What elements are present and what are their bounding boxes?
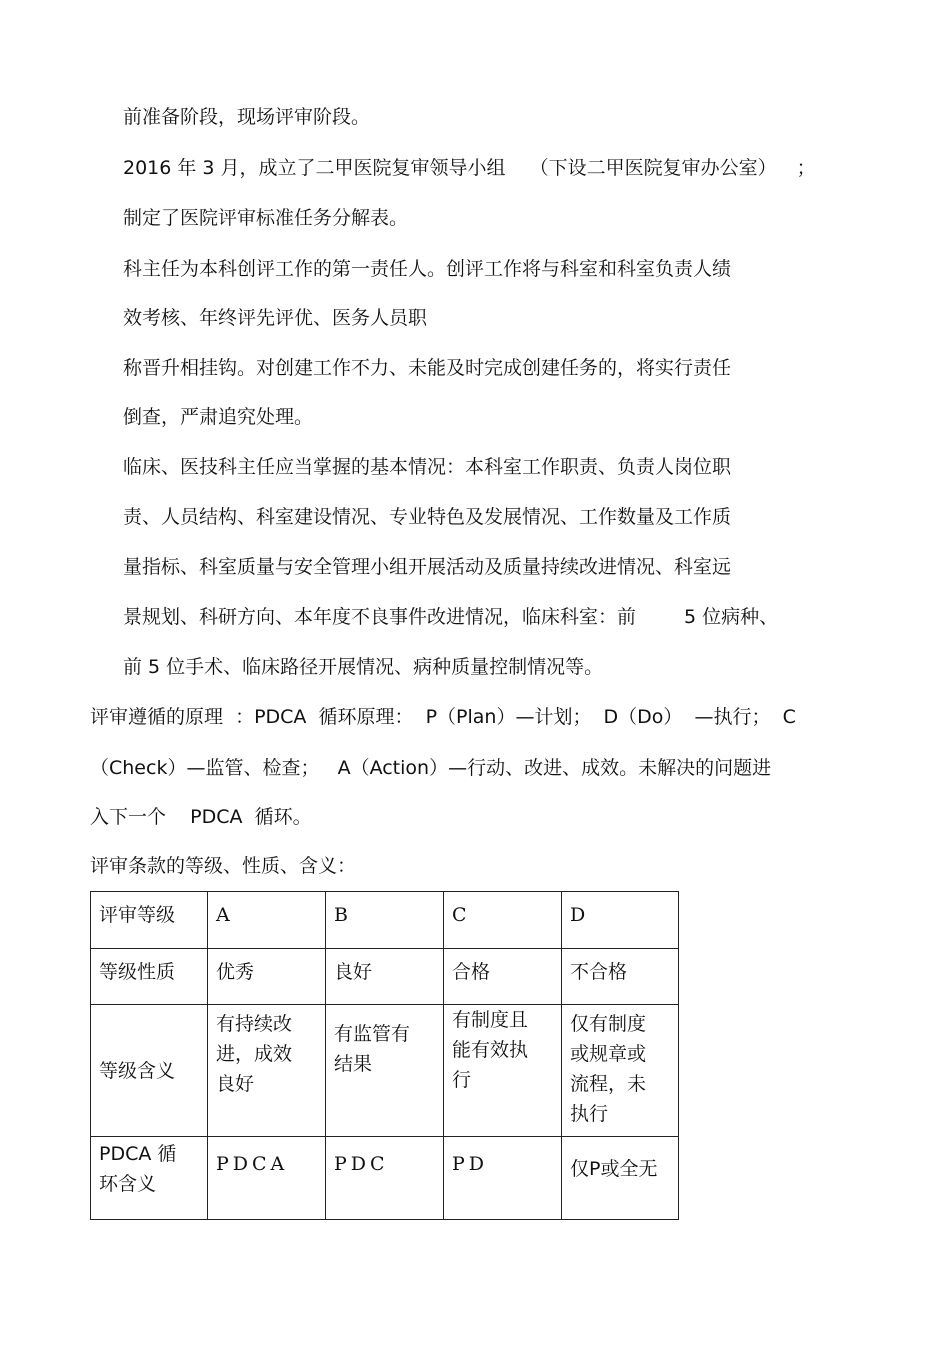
table-cell: PDCA xyxy=(208,1137,326,1220)
paragraph-line: 效考核、年终评先评优、医务人员职 xyxy=(123,307,428,329)
paragraph-line: 科主任为本科创评工作的第一责任人。创评工作将与科室和科室负责人绩 xyxy=(123,258,732,280)
table-cell: 有持续改进，成效良好 xyxy=(208,1005,326,1137)
table-cell: D xyxy=(562,892,679,949)
paragraph-line: 前 5 位手术、临床路径开展情况、病种质量控制情况等。 xyxy=(123,656,604,678)
paragraph-line xyxy=(123,604,778,630)
text-span: 2016 年 3 月，成立了二甲医院复审领导小组 xyxy=(123,157,506,179)
paragraph-line: （Check）—监管、检查； A（Action）—行动、改进、成效。未解决的问题进 xyxy=(90,757,772,779)
paragraph-line: 量指标、科室质量与安全管理小组开展活动及质量持续改进情况、科室远 xyxy=(123,556,732,578)
table-cell: 评审等级 xyxy=(91,892,208,949)
table-cell: 有监管有结果 xyxy=(326,1005,444,1137)
paragraph-line: 入下一个 PDCA 循环。 xyxy=(90,806,312,828)
table-row xyxy=(91,892,679,949)
table-row xyxy=(91,1137,679,1220)
text-span: ； xyxy=(796,157,816,179)
table-cell: 合格 xyxy=(444,949,562,1005)
paragraph-line: 称晋升相挂钩。对创建工作不力、未能及时完成创建任务的，将实行责任 xyxy=(123,357,732,379)
paragraph-line: 前准备阶段，现场评审阶段。 xyxy=(123,106,371,128)
table-cell: 仅P或全无 xyxy=(562,1137,679,1220)
table-cell: B xyxy=(326,892,444,949)
table-cell: PD xyxy=(444,1137,562,1220)
paragraph-line: 临床、医技科主任应当掌握的基本情况：本科室工作职责、负责人岗位职 xyxy=(123,456,732,478)
table-cell: 优秀 xyxy=(208,949,326,1005)
table-cell: PDC xyxy=(326,1137,444,1220)
paragraph-line: 评审遵循的原理 ：PDCA 循环原理： P（Plan）—计划； D（Do） —执行； C xyxy=(90,706,796,728)
paragraph-line xyxy=(123,155,816,181)
table-cell: A xyxy=(208,892,326,949)
table-cell: C xyxy=(444,892,562,949)
table-cell: 不合格 xyxy=(562,949,679,1005)
text-span: 景规划、科研方向、本年度不良事件改进情况，临床科室：前 xyxy=(123,606,637,628)
table-cell: 有制度且能有效执行 xyxy=(444,1005,562,1137)
text-span: （下设二甲医院复审办公室） xyxy=(529,157,777,179)
table-cell: PDCA 循环含义 xyxy=(91,1137,208,1220)
table-cell: 等级含义 xyxy=(91,1005,208,1137)
table-cell: 良好 xyxy=(326,949,444,1005)
paragraph-line: 倒查，严肃追究处理。 xyxy=(123,406,314,428)
grade-table xyxy=(90,891,679,1220)
table-row xyxy=(91,949,679,1005)
paragraph-line: 责、人员结构、科室建设情况、专业特色及发展情况、工作数量及工作质 xyxy=(123,506,732,528)
table-row xyxy=(91,1005,679,1137)
table-cell: 等级性质 xyxy=(91,949,208,1005)
table-cell: 仅有制度或规章或流程，未执行 xyxy=(562,1005,679,1137)
text-span: 5 位病种、 xyxy=(684,606,779,628)
paragraph-line: 制定了医院评审标准任务分解表。 xyxy=(123,207,409,229)
paragraph-line: 评审条款的等级、性质、含义： xyxy=(90,855,357,877)
